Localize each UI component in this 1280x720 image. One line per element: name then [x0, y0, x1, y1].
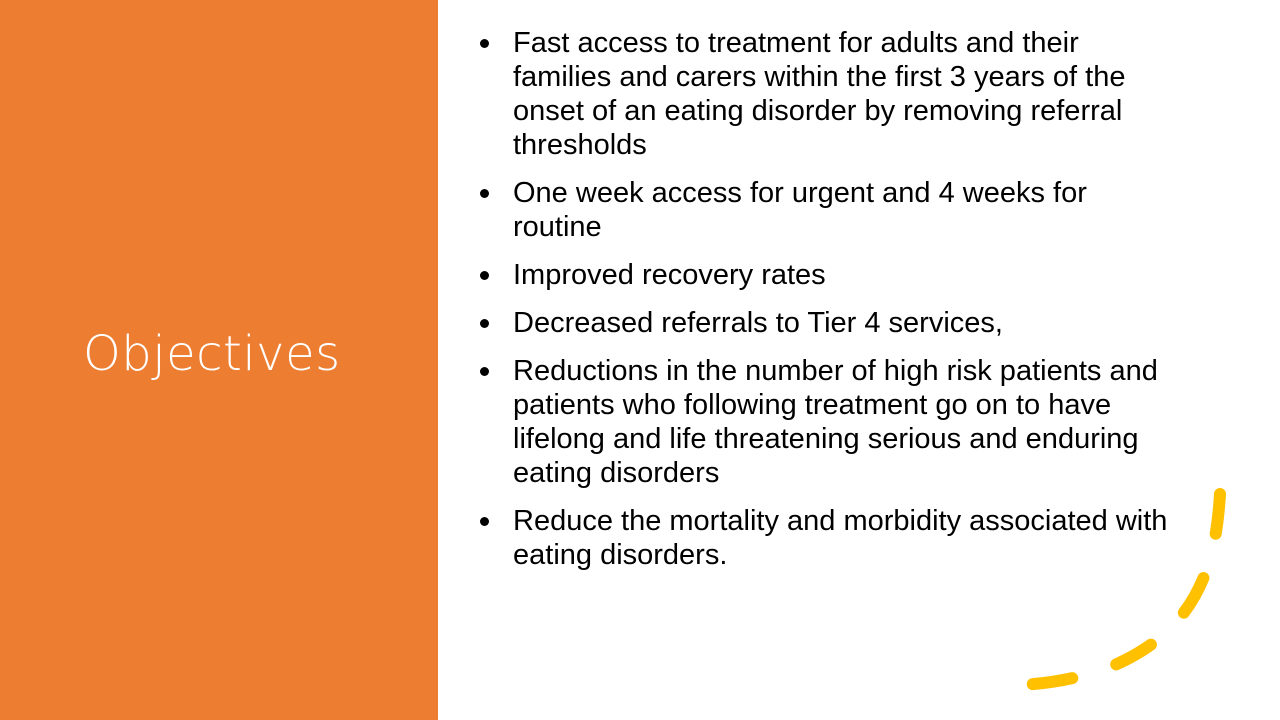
bullet-text: Decreased referrals to Tier 4 services, — [513, 307, 1003, 339]
bullet-icon — [480, 319, 489, 328]
dashed-curve-path — [1000, 494, 1220, 685]
list-item — [478, 306, 1178, 340]
bullet-text: One week access for urgent and 4 weeks for routine — [513, 177, 1087, 243]
bullet-icon — [480, 189, 489, 198]
bullet-text: Improved recovery rates — [513, 259, 826, 291]
bullet-icon — [480, 367, 489, 376]
bullet-icon — [480, 271, 489, 280]
bullet-text: Fast access to treatment for adults and their families and carers within the first 3 years of the onset of an eating disorder by removing referral thresholds — [513, 27, 1126, 161]
bullet-text: Reductions in the number of high risk patients and patients who following treatment go on to have lifelong and life threatening serious and enduring eating disorders — [513, 355, 1158, 489]
list-item — [478, 176, 1178, 244]
list-item — [478, 354, 1178, 490]
title-panel — [0, 0, 438, 720]
dashed-curve-decoration — [990, 480, 1240, 700]
list-item — [478, 258, 1178, 292]
bullet-icon — [480, 39, 489, 48]
slide-title: Objectives — [83, 326, 341, 382]
list-item — [478, 26, 1178, 162]
bullet-icon — [480, 517, 489, 526]
bullet-text: Reduce the mortality and morbidity associated with eating disorders. — [513, 505, 1168, 571]
